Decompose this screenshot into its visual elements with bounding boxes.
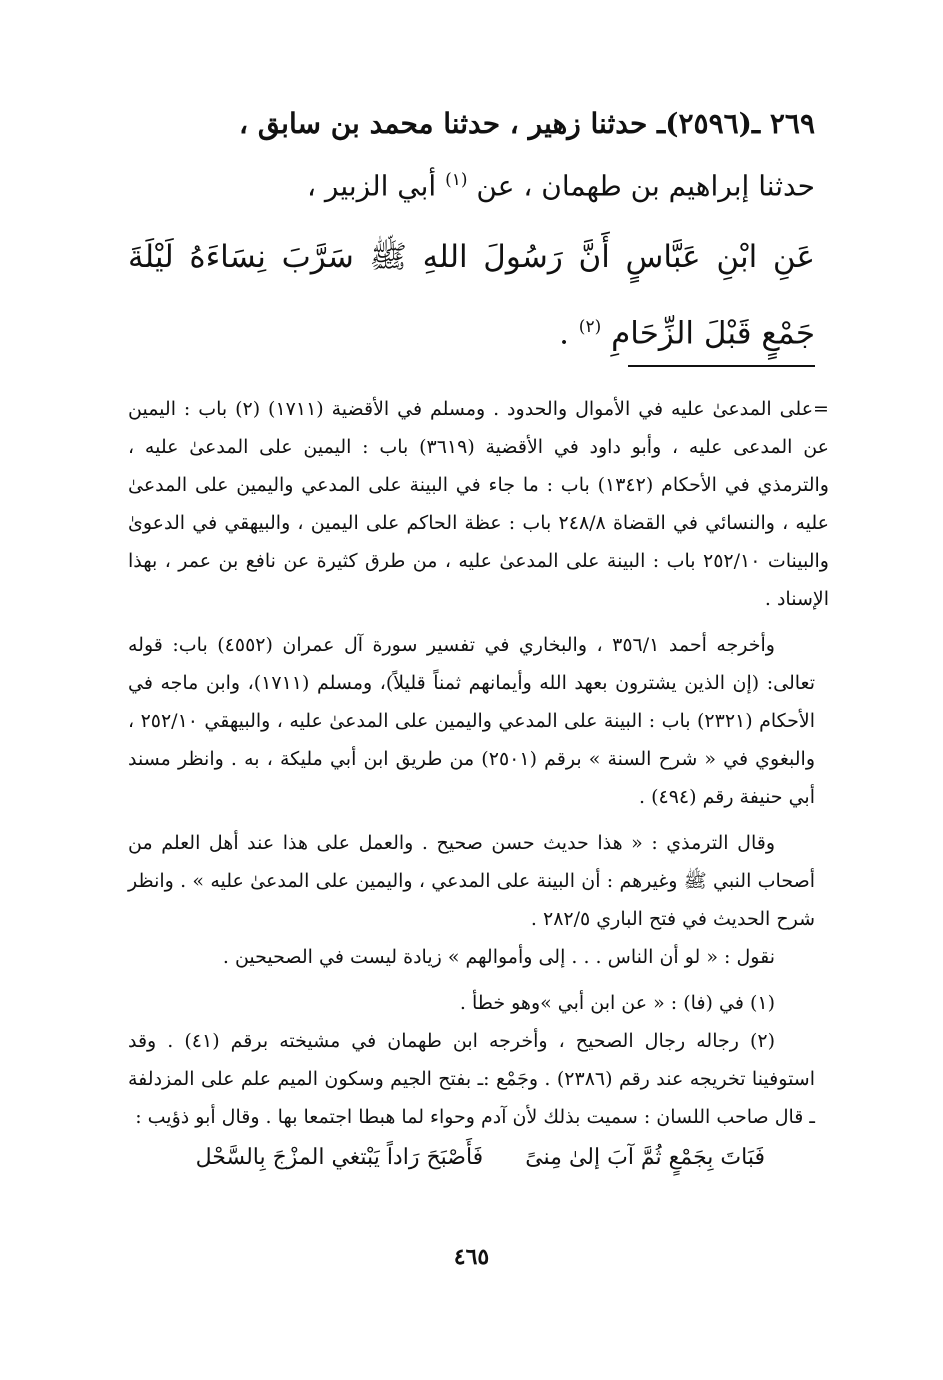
footnote-continued: =على المدعىٰ عليه في الأموال والحدود . ومسلم في الأقضية (١٧١١) (٢) باب : اليمين عن المدعى عليه ، وأبو داود في الأقضية (٣٦١٩) باب : اليمين على المدعىٰ عليه ، والترمذي في الأحكام (١٣٤٢) باب : ما جاء في البينة على المدعي واليمين على المدعىٰ عليه ، والنسائي في القضاة ٢٤٨/٨ باب : عظة الحاكم على اليمين ، والبيهقي في الدعوىٰ والبينات ٢٥٢/١٠ باب : البينة على المدعىٰ عليه ، من طرق كثيرة عن نافع بن عمر ، بهذا الإسناد . [128, 398, 829, 610]
page-number: ٤٦٥ [453, 1244, 490, 1270]
footnote-2: (٢) رجاله رجال الصحيح ، وأخرجه ابن طهمان في مشيخته برقم (٤١) . وقد استوفينا تخريجه عند رقم (٢٣٨٦) . وجَمْع :ـ بفتح الجيم وسكون الميم علم على المزدلفة ـ قال صاحب اللسان : سميت بذلك لأن آدم وحواء لما هبطا اجتمعا بها . وقال أبو ذؤيب : [128, 1030, 815, 1128]
footnote-ref-2: (٢) [578, 317, 602, 338]
hadith-matn: عَنِ ابْنِ عَبَّاسٍ أَنَّ رَسُولَ اللهِ ﷺ سَرَّبَ نِسَاءَهُ لَيْلَةَ جَمْعٍ قَبْلَ الزِّحَامِ [128, 239, 815, 352]
poem-second-hemistich: فَأَصْبَحَ رَاداً يَبْتغي المزْجَ بِالسَّحْل [195, 1145, 484, 1170]
isnad-line-2-end: أبي الزبير ، [306, 169, 437, 203]
hadith-text [128, 222, 815, 368]
hadith-end-mark: . [559, 315, 569, 352]
poem-first-hemistich: فَبَاتَ بِجَمْعٍ ثُمَّ آبَ إلىٰ مِنىً [525, 1145, 765, 1170]
footnote-paragraph-2: وأخرجه أحمد ٣٥٦/١ ، والبخاري في تفسير سورة آل عمران (٤٥٥٢) باب: قوله تعالى: (إن الذين يشترون بعهد الله وأيمانهم ثمناً قليلاً)، ومسلم (١٧١١)، وابن ماجه في الأحكام (٢٣٢١) باب : البينة على المدعي واليمين على المدعىٰ عليه ، والبيهقي ٢٥٢/١٠ ، والبغوي في « شرح السنة » برقم (٢٥٠١) من طريق ابن أبي مليكة ، به . وانظر مسند أبي حنيفة رقم (٤٩٤) . [128, 634, 816, 808]
poem-verse [128, 1138, 815, 1178]
footnotes-section [128, 390, 829, 1178]
footnote-paragraph-3: وقال الترمذي : « هذا حديث حسن صحيح . والعمل على هذا عند أهل العلم من أصحاب النبي ﷺ وغيرهم : أن البينة على المدعي ، واليمين على المدعىٰ عليه » . وانظر شرح الحديث في فتح الباري ٢٨٢/٥ . [128, 832, 815, 930]
hadith-section [128, 96, 815, 369]
footnote-1: (١) في (فا) : « عن ابن أبي »وهو خطأ . [459, 992, 775, 1014]
footnote-divider [628, 365, 815, 367]
isnad-line-1: ٢٦٩ ـ(٢٥٩٦)ـ حدثنا زهير ، حدثنا محمد بن سابق ، [239, 107, 815, 140]
footnote-ref-1: (١) [445, 170, 468, 190]
footnote-paragraph-4: نقول : « لو أن الناس . . . إلى وأموالهم » زيادة ليست في الصحيحين . [222, 946, 775, 968]
isnad-line-2-start: حدثنا إبراهيم بن طهمان ، عن [476, 169, 815, 203]
isnad-line-2 [128, 152, 815, 214]
